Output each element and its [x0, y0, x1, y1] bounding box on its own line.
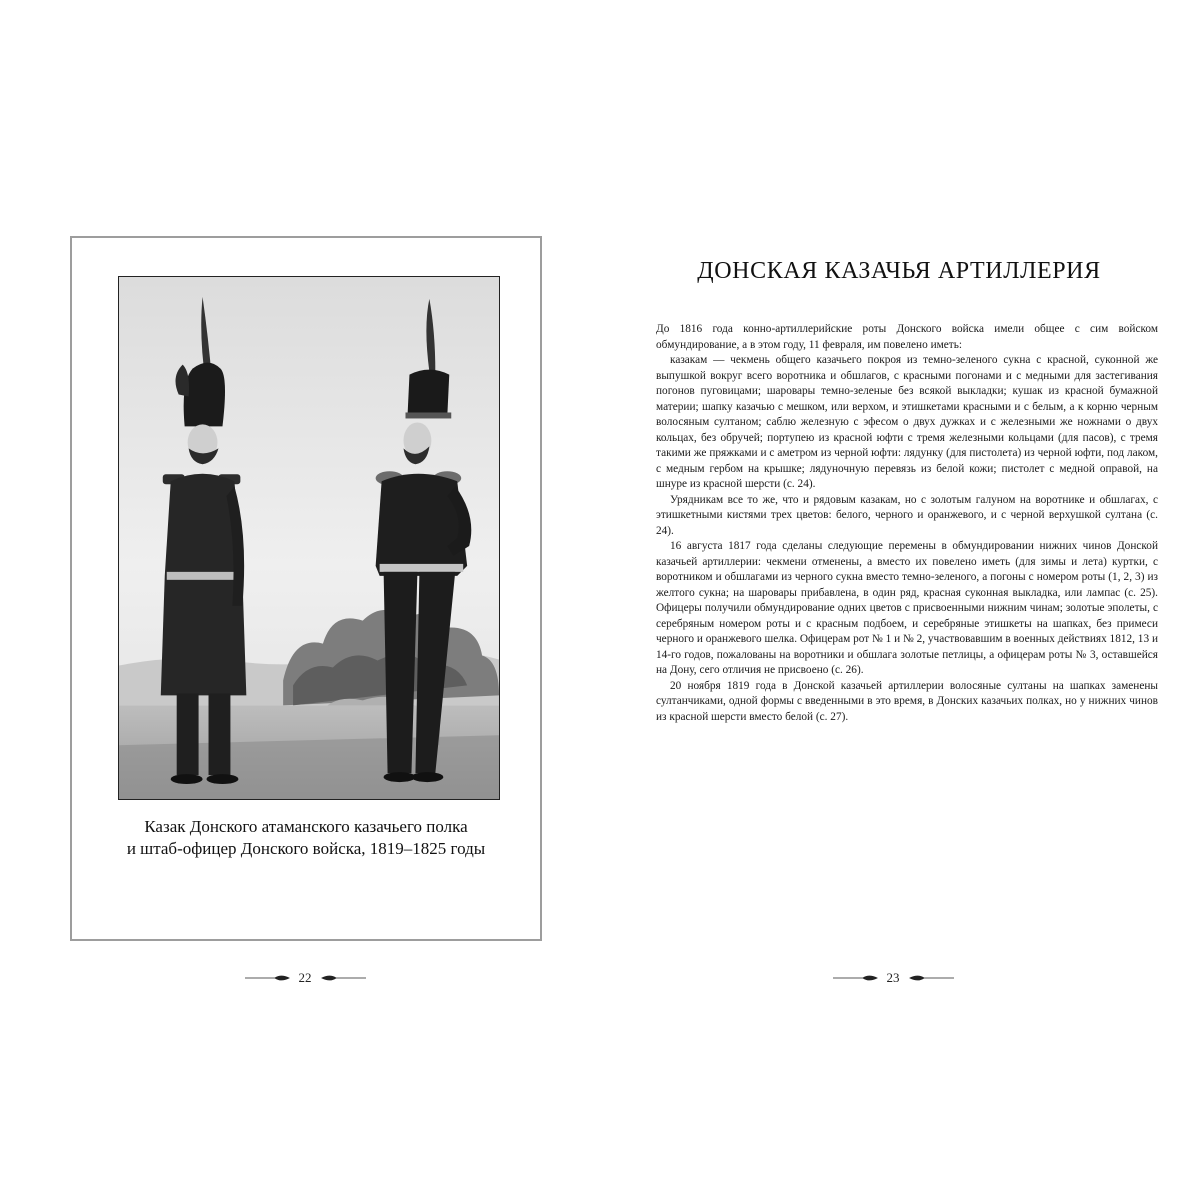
illustration-caption — [72, 816, 540, 860]
chapter-title: ДОНСКАЯ КАЗАЧЬЯ АРТИЛЛЕРИЯ — [697, 258, 1101, 284]
caption-line-1: Казак Донского атаманского казачьего полка — [144, 817, 468, 836]
page-number-right: 23 — [886, 970, 900, 985]
folio-left — [240, 966, 370, 990]
paragraph-5: 20 ноября 1819 года в Донской казачьей артиллерии волосяные султаны на шапках заменены султанчиками, одной формы с введенными в это время, в Донских казачьих полках, но у нижних чинов из красной шерсти вместо белой (с. 27). — [656, 679, 1158, 723]
ornament-right-icon — [320, 973, 366, 983]
folio-right — [828, 966, 958, 990]
ornament-left-icon — [833, 973, 879, 983]
illustration-plate-frame — [70, 236, 542, 941]
caption-line-2: и штаб-офицер Донского войска, 1819–1825 годы — [126, 839, 486, 858]
paragraph-3: Урядникам все то же, что и рядовым казакам, но с золотым галуном на воротнике и обшлагах, с этишкетными кистями трех цветов: белого, черного и оранжевого, и с черной верхушкой султана (с. 24). — [656, 493, 1158, 537]
chapter-text — [656, 322, 1158, 725]
paragraph-1: До 1816 года конно-артиллерийские роты Донского войска имели общее с сим войском обмундирование, а в этом году, 11 февраля, им повелено иметь: — [656, 323, 1158, 351]
paragraph-2: казакам — чекмень общего казачьего покроя из темно-зеленого сукна с красной, суконной же выпушкой вокруг всего воротника и обшлагов, с красными погонами и с медными для застегивания погонов пуговицами; шаровары темно-зеленые без всякой выкладки; кушак из красной бумажной материи; шапку казачью с мешком, или верхом, и этишкетами красными и с белым, а к корню черным волосяным султаном; саблю железную с эфесом о двух дужках и с железными же ножнами о двух кольцах, без обручей; портупею из красной юфти с тремя железными кольцами (для пасов), с тремя такими же пряжками и с аметром из черной юфти: лядунку (для пистолета) из черной юфти, под лаком, с медным гербом на крышке; лядуночную перевязь из белой кожи; пистолет с медной оправой, на шнуре из красной шерсти (с. 24). — [656, 354, 1158, 490]
cossack-and-officer-drawing — [119, 277, 499, 799]
page-number-left: 22 — [298, 970, 312, 985]
lithograph-illustration — [118, 276, 500, 800]
ornament-right-icon — [908, 973, 954, 983]
ornament-left-icon — [245, 973, 291, 983]
paragraph-4: 16 августа 1817 года сделаны следующие перемены в обмундировании нижних чинов Донской казачьей артиллерии: чекмени отменены, а вместо их повелено иметь (для зимы и лета) куртки, с воротником и обшлагами из черного сукна вместо темно-зеленого, а погоны с номером роты (1, 2, 3) из желтого сукна; на шаровары прибавлена, в один ряд, красная суконная выкладка, или лампас (с. 25). Офицеры получили обмундирование одних цветов с присвоенными нижним чинам; золотые эполеты, с серебряным номером роты и с красным подбоем, и серебряные этишкеты на шапках, без примеси черного и оранжевого шелка. Офицерам рот № 1 и № 2, участвовавшим в военных действиях 1812, 13 и 14-го годов, пожалованы на воротники и обшлага золотые петлицы, а офицерам роты № 3, оставшейся на Дону, сего отличия не присвоено (с. 26). — [656, 540, 1158, 676]
